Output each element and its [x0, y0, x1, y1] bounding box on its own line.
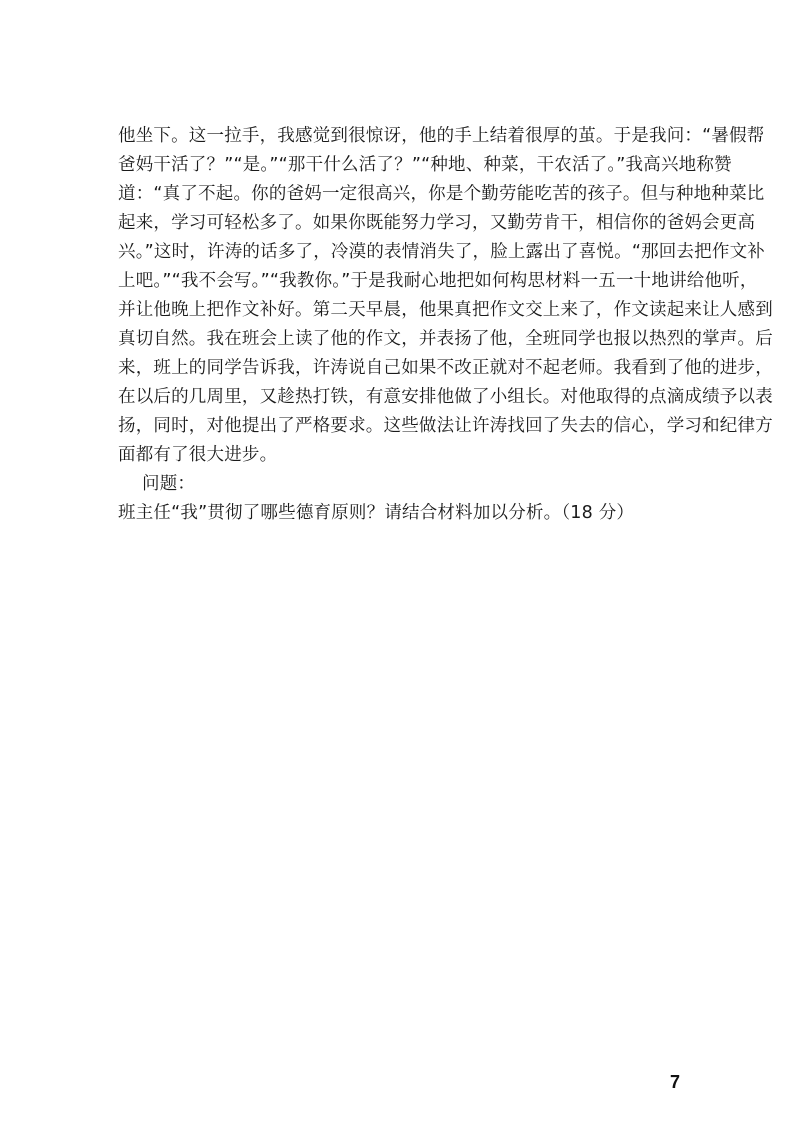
page-number: 7 [670, 1072, 681, 1092]
passage-body [118, 122, 773, 528]
passage-line: 来，班上的同学告诉我，许涛说自己如果不改正就对不起老师。我看到了他的进步， [118, 358, 773, 378]
passage-line: 面都有了很大进步。 [118, 445, 278, 465]
passage-line: 扬，同时，对他提出了严格要求。这些做法让许涛找回了失去的信心，学习和纪律方 [118, 416, 773, 436]
passage-line: 爸妈干活了？”“是。”“那干什么活了？”“种地、种菜，干农活了。”我高兴地称赞 [118, 155, 732, 175]
passage-line: 道：“真了不起。你的爸妈一定很高兴，你是个勤劳能吃苦的孩子。但与种地种菜比 [118, 184, 765, 204]
question-text: 班主任“我”贯彻了哪些德育原则？请结合材料加以分析。（18 分） [118, 503, 635, 523]
passage-line: 真切自然。我在班会上读了他的作文，并表扬了他，全班同学也报以热烈的掌声。后 [118, 329, 773, 349]
passage-line: 并让他晚上把作文补好。第二天早晨，他果真把作文交上来了，作文读起来让人感到 [118, 300, 773, 320]
passage-line: 兴。”这时，许涛的话多了，冷漠的表情消失了，脸上露出了喜悦。“那回去把作文补 [118, 242, 765, 262]
passage-line: 上吧。”“我不会写。”“我教你。”于是我耐心地把如何构思材料一五一十地讲给他听， [118, 271, 758, 291]
question-heading: 问题： [142, 474, 196, 494]
passage-line: 在以后的几周里，又趁热打铁，有意安排他做了小组长。对他取得的点滴成绩予以表 [118, 387, 773, 407]
passage-line: 他坐下。这一拉手，我感觉到很惊讶，他的手上结着很厚的茧。于是我问：“暑假帮 [118, 126, 765, 146]
passage-line: 起来，学习可轻松多了。如果你既能努力学习，又勤劳肯干，相信你的爸妈会更高 [118, 213, 756, 233]
